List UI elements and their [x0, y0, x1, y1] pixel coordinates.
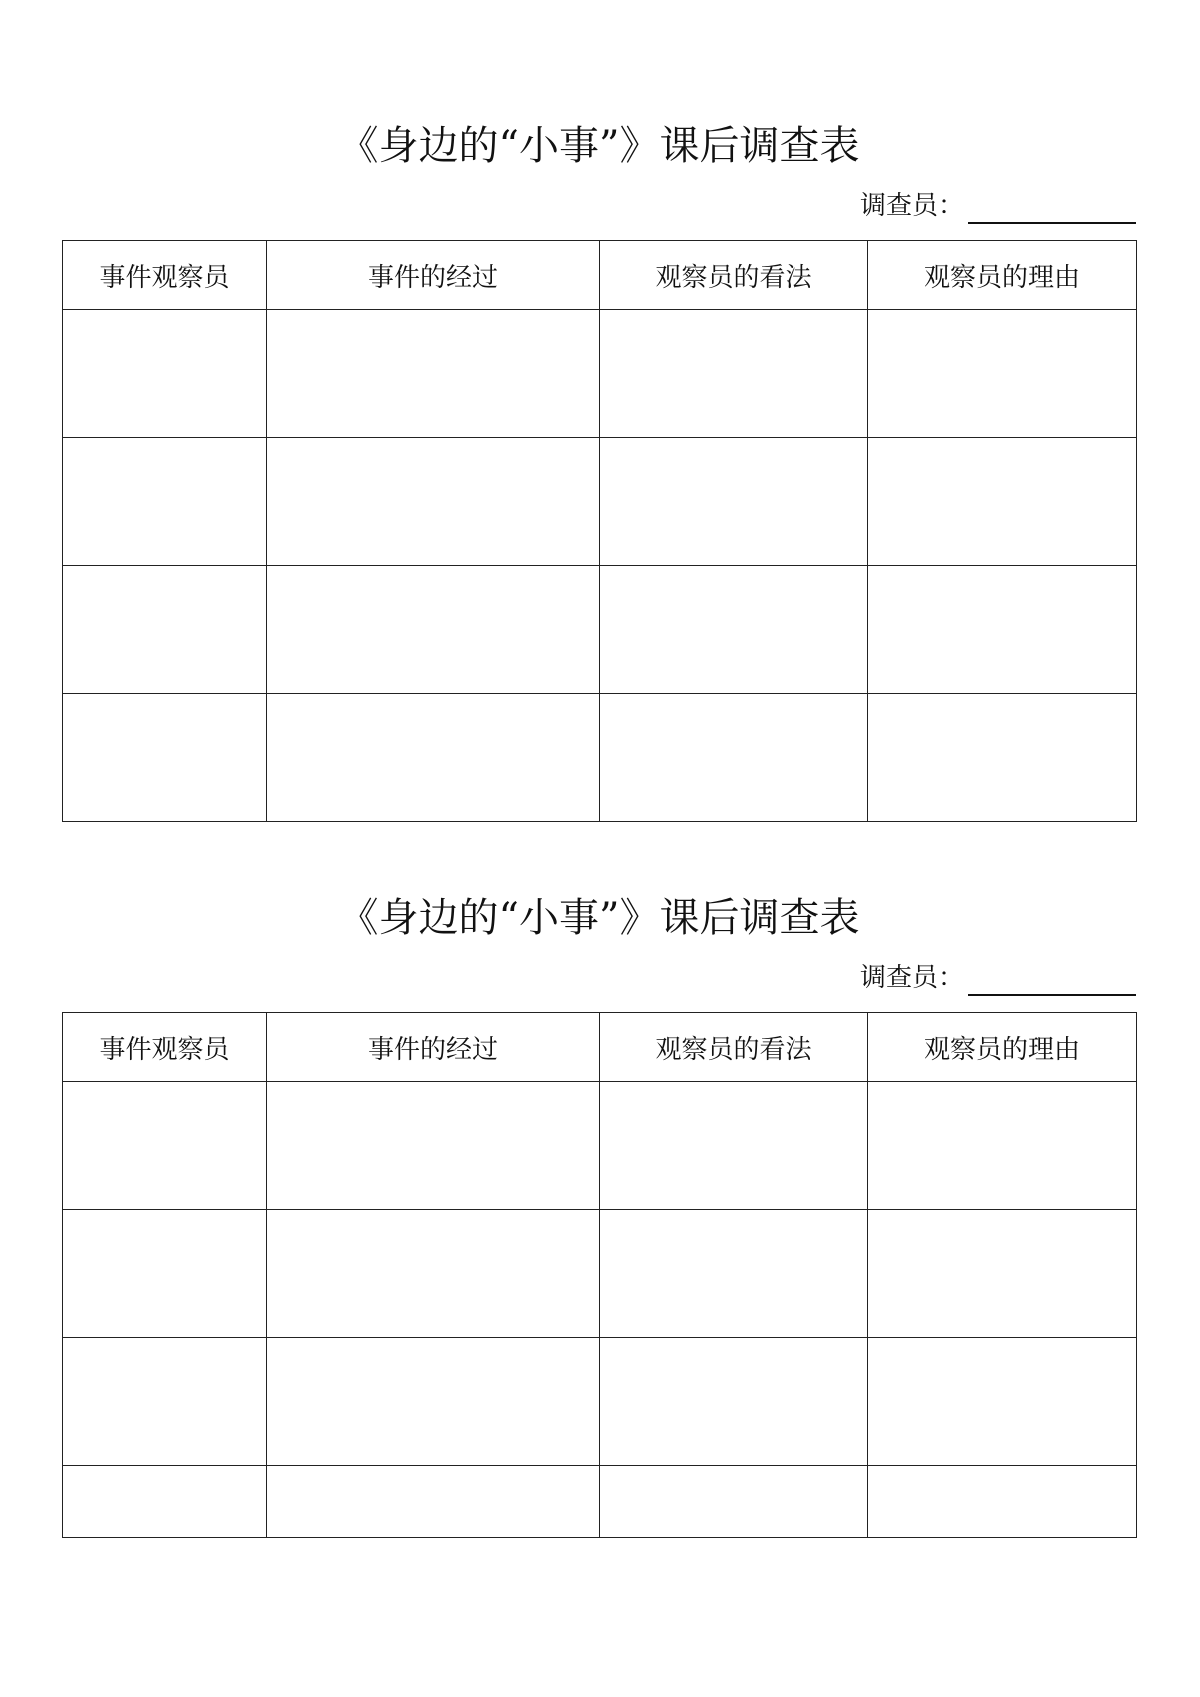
table-header-row [63, 241, 1137, 310]
investigator-label: 调查员： [859, 191, 964, 221]
cell-observer[interactable] [63, 566, 267, 694]
cell-observer-opinion[interactable] [600, 1210, 868, 1338]
table-row [63, 694, 1137, 822]
cell-event-process[interactable] [267, 1082, 600, 1210]
table-row [63, 1210, 1137, 1338]
cell-observer-opinion[interactable] [600, 438, 868, 566]
survey-form-1 [62, 118, 1136, 828]
table-row [63, 1338, 1137, 1466]
survey-form-2 [62, 890, 1136, 1550]
table-row [63, 1466, 1137, 1538]
header-observer-opinion: 观察员的看法 [600, 1013, 868, 1082]
cell-event-process[interactable] [267, 566, 600, 694]
cell-event-process[interactable] [267, 1466, 600, 1538]
cell-observer-reason[interactable] [868, 1466, 1137, 1538]
cell-observer-opinion[interactable] [600, 694, 868, 822]
form-title: 《身边的“小事”》课后调查表 [338, 123, 860, 169]
cell-event-process[interactable] [267, 1210, 600, 1338]
cell-observer-opinion[interactable] [600, 1082, 868, 1210]
cell-observer[interactable] [63, 1466, 267, 1538]
cell-observer-opinion[interactable] [600, 566, 868, 694]
cell-observer-reason[interactable] [868, 1210, 1137, 1338]
investigator-label: 调查员： [859, 963, 964, 993]
cell-observer-reason[interactable] [868, 566, 1137, 694]
cell-observer-reason[interactable] [868, 1338, 1137, 1466]
cell-event-process[interactable] [267, 694, 600, 822]
cell-observer-opinion[interactable] [600, 1466, 868, 1538]
investigator-field [860, 184, 1136, 224]
cell-observer-reason[interactable] [868, 438, 1137, 566]
header-observer-reason: 观察员的理由 [868, 241, 1137, 310]
form-title: 《身边的“小事”》课后调查表 [338, 895, 860, 941]
cell-observer-opinion[interactable] [600, 310, 868, 438]
table-header-row [63, 1013, 1137, 1082]
cell-observer[interactable] [63, 310, 267, 438]
investigator-field [860, 956, 1136, 996]
header-observer: 事件观察员 [63, 1013, 267, 1082]
investigator-blank-line[interactable] [968, 964, 1136, 996]
cell-observer[interactable] [63, 438, 267, 566]
header-event-process: 事件的经过 [267, 241, 600, 310]
header-event-process: 事件的经过 [267, 1013, 600, 1082]
cell-observer-reason[interactable] [868, 694, 1137, 822]
cell-observer[interactable] [63, 1210, 267, 1338]
header-observer-reason: 观察员的理由 [868, 1013, 1137, 1082]
survey-table [62, 240, 1137, 822]
cell-observer-reason[interactable] [868, 310, 1137, 438]
table-row [63, 1082, 1137, 1210]
cell-observer-reason[interactable] [868, 1082, 1137, 1210]
cell-observer[interactable] [63, 1082, 267, 1210]
investigator-blank-line[interactable] [968, 192, 1136, 224]
survey-table [62, 1012, 1137, 1538]
table-row [63, 566, 1137, 694]
cell-observer-opinion[interactable] [600, 1338, 868, 1466]
cell-event-process[interactable] [267, 1338, 600, 1466]
header-observer-opinion: 观察员的看法 [600, 241, 868, 310]
table-row [63, 438, 1137, 566]
cell-observer[interactable] [63, 694, 267, 822]
table-row [63, 310, 1137, 438]
cell-observer[interactable] [63, 1338, 267, 1466]
cell-event-process[interactable] [267, 438, 600, 566]
header-observer: 事件观察员 [63, 241, 267, 310]
cell-event-process[interactable] [267, 310, 600, 438]
